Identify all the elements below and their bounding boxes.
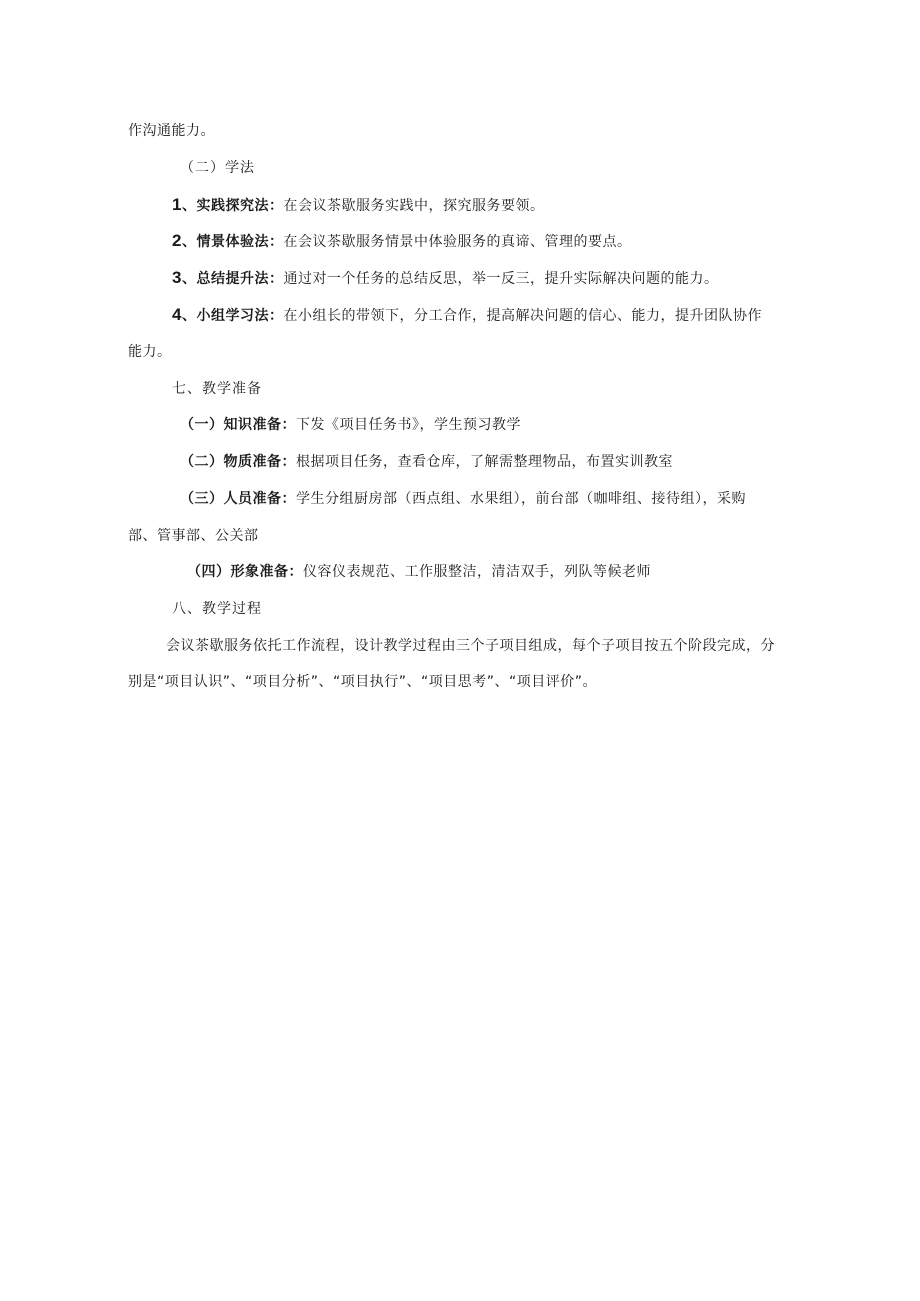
prep-item-knowledge xyxy=(180,415,521,435)
method-term: 、总结提升法： xyxy=(181,271,284,287)
prep-text: 下发《项目任务书》，学生预习教学 xyxy=(296,417,521,433)
method-item-scenario xyxy=(172,231,631,252)
method-text: 在会议茶歇服务实践中，探究服务要领。 xyxy=(283,198,545,214)
section8-heading: 八、教学过程 xyxy=(172,601,262,617)
prep-item-personnel xyxy=(180,489,746,509)
method-term: 、小组学习法： xyxy=(181,308,284,324)
prep-term: （三）人员准备： xyxy=(180,491,296,507)
method-text: 在小组长的带领下，分工合作，提高解决问题的信心、能力，提升团队协作 xyxy=(283,308,762,324)
method-number: 3 xyxy=(172,268,182,287)
method-item-group xyxy=(172,305,762,326)
method-term: 、实践探究法： xyxy=(181,198,284,214)
prep-item-image xyxy=(187,562,651,582)
prep-text: 根据项目任务，查看仓库，了解需整理物品，布置实训教室 xyxy=(296,454,673,470)
section8-paragraph-line1: 会议茶歇服务依托工作流程，设计教学过程由三个子项目组成，每个子项目按五个阶段完成，分 xyxy=(166,638,775,654)
method-text: 在会议茶歇服务情景中体验服务的真谛、管理的要点。 xyxy=(283,234,632,250)
method-number: 4 xyxy=(172,305,182,324)
method-item-practice xyxy=(172,195,544,216)
method-number: 1 xyxy=(172,195,182,214)
section8-paragraph-line2: 别是“项目认识”、“项目分析”、“项目执行”、“项目思考”、“项目评价”。 xyxy=(128,674,598,690)
prep-term: （二）物质准备： xyxy=(180,454,296,470)
method-item-group-continuation: 能力。 xyxy=(128,344,172,360)
prep-term: （四）形象准备： xyxy=(187,564,303,580)
method-term: 、情景体验法： xyxy=(181,234,284,250)
method-text: 通过对一个任务的总结反思，举一反三，提升实际解决问题的能力。 xyxy=(283,271,719,287)
section7-heading: 七、教学准备 xyxy=(172,381,262,397)
learning-methods-heading: （二）学法 xyxy=(180,160,255,176)
method-item-summary xyxy=(172,268,718,289)
prep-text: 仪容仪表规范、工作服整洁，清洁双手，列队等候老师 xyxy=(303,564,651,580)
intro-continuation: 作沟通能力。 xyxy=(128,123,215,139)
prep-item-personnel-continuation: 部、管事部、公关部 xyxy=(128,528,259,544)
prep-term: （一）知识准备： xyxy=(180,417,296,433)
prep-item-material xyxy=(180,452,673,472)
method-number: 2 xyxy=(172,231,182,250)
prep-text: 学生分组厨房部（西点组、水果组），前台部（咖啡组、接待组），采购 xyxy=(296,491,746,507)
